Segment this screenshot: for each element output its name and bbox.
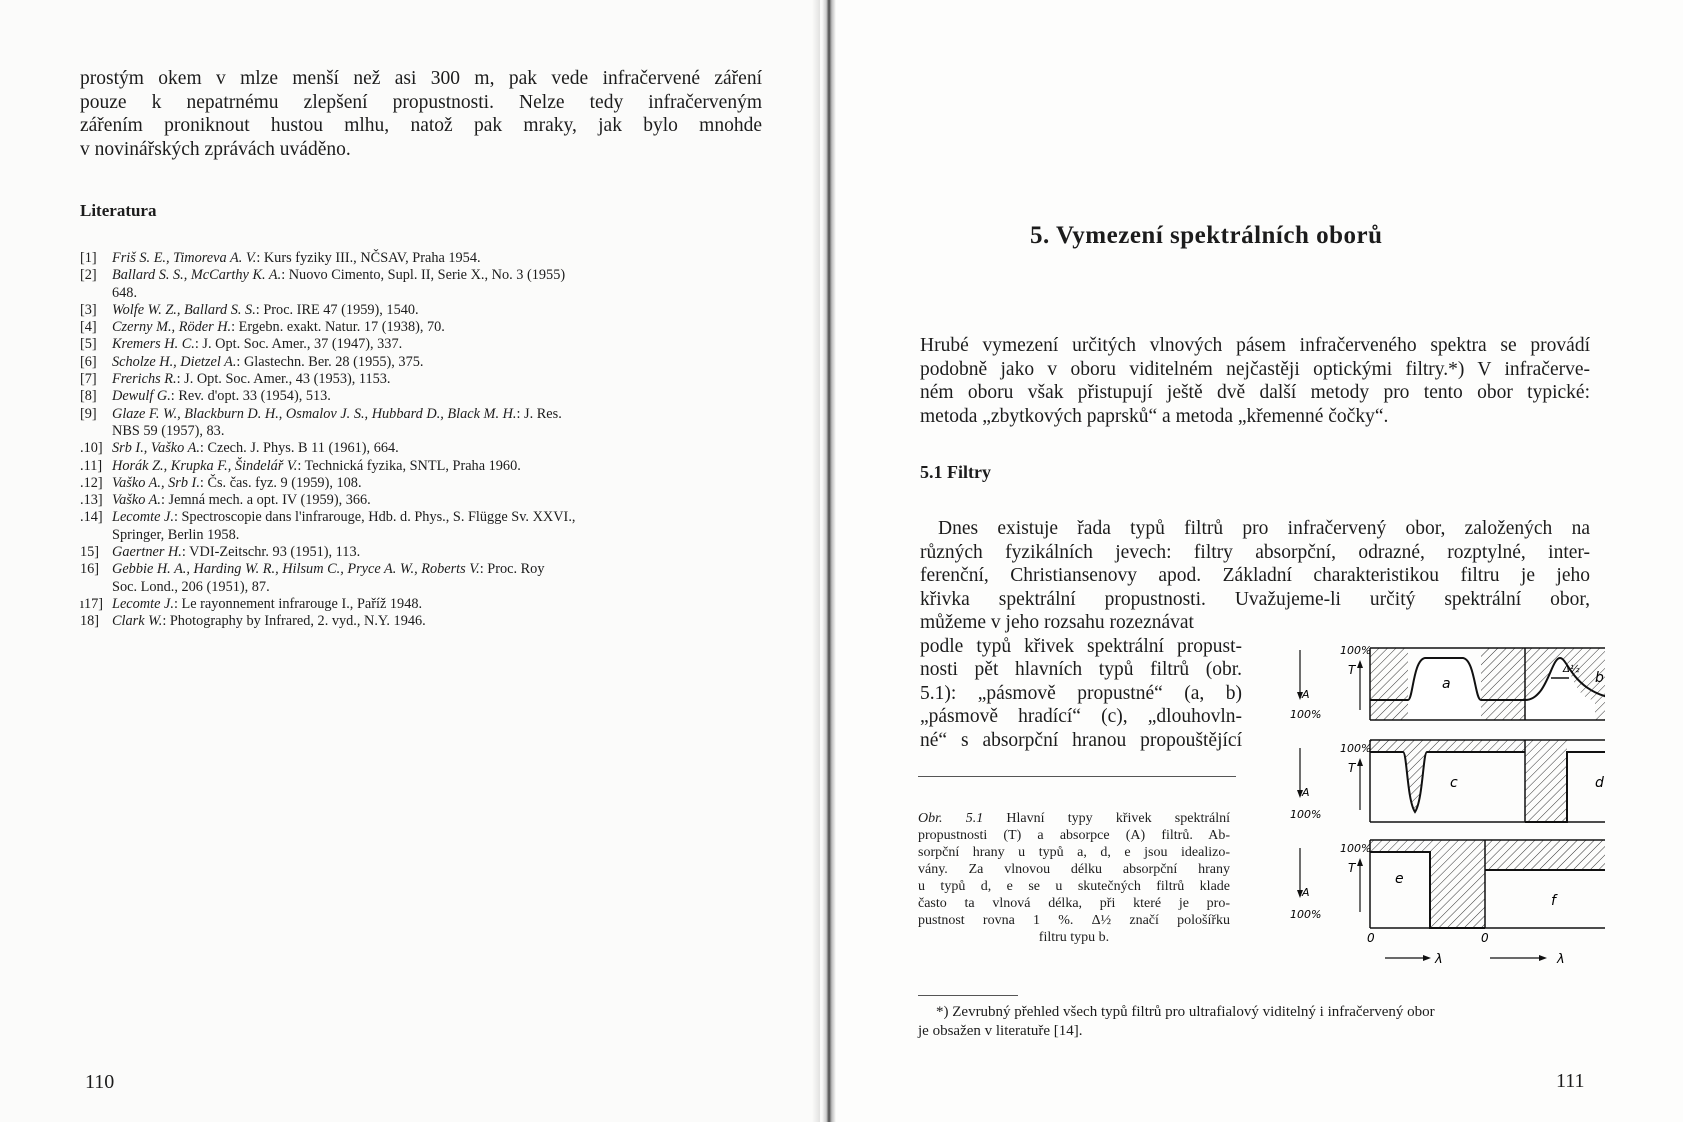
label-zero: 0 — [1481, 931, 1489, 945]
panel-label-d: d — [1595, 775, 1604, 791]
caption-line: u typů d, e se u skutečných filtrů klade — [918, 879, 1230, 894]
reference-line: Vaško A.: Jemná mech. a opt. IV (1959), 366. — [112, 492, 371, 509]
footnote-line: *) Zevrubný přehled všech typů filtrů pro ultrafialový viditelný i infračervený obor — [936, 1004, 1435, 1020]
arrowhead-icon — [1423, 955, 1431, 961]
caption-line: sorpční hrany u typů a, d, e jsou idealizo- — [918, 845, 1230, 860]
reference-number: [5] — [80, 336, 97, 353]
reference-line: Dewulf G.: Rev. d'opt. 33 (1954), 513. — [112, 388, 331, 405]
reference-number: 18] — [80, 613, 100, 630]
reference-item — [80, 354, 765, 371]
figure-row-cd — [1290, 740, 1605, 822]
panel-label-a: a — [1442, 676, 1451, 692]
reference-number: [1] — [80, 250, 97, 266]
text-line: prostým okem v mlze menší než asi 300 m, pak vede infračervené záření — [80, 68, 762, 89]
figure-row-ef — [1290, 840, 1605, 967]
book-gutter — [822, 0, 836, 1122]
caption-rule — [918, 776, 1236, 777]
reference-line: Glaze F. W., Blackburn D. H., Osmalov J. S., Hubbard D., Black M. H.: J. Res. — [112, 405, 562, 422]
reference-line: Srb I., Vaško A.: Czech. J. Phys. B 11 (1961), 664. — [112, 440, 399, 457]
reference-line: Czerny M., Röder H.: Ergebn. exakt. Natur. 17 (1938), 70. — [112, 319, 445, 336]
label-100-top: 100% — [1340, 644, 1372, 657]
label-T: T — [1348, 761, 1356, 775]
caption-text: Hlavní typy křivek spektrální — [1006, 811, 1230, 826]
footnote — [918, 1003, 1590, 1041]
reference-text — [112, 492, 765, 509]
caption-prefix: Obr. 5.1 — [918, 811, 984, 826]
reference-line: Springer, Berlin 1958. — [112, 526, 240, 543]
caption-line: pustnost rovna 1 %. Δ½ značí pološířku — [918, 913, 1230, 928]
reference-item — [80, 509, 765, 544]
text-line: můžeme v jeho rozsahu rozeznávat — [920, 612, 1194, 633]
reference-line: Ballard S. S., McCarthy K. A.: Nuovo Cimento, Supl. II, Serie X., No. 3 (1955) — [112, 267, 566, 284]
reference-text — [112, 596, 765, 613]
text-line: podle typů křivek spektrální propust- — [920, 635, 1242, 657]
hatch-region — [1370, 648, 1408, 720]
reference-text — [112, 302, 765, 319]
delta-label: Δ½ — [1563, 664, 1580, 675]
reference-line: Horák Z., Krupka F., Šindelář V.: Technická fyzika, SNTL, Praha 1960. — [112, 457, 521, 474]
lambda-label: λ — [1557, 952, 1565, 967]
reference-text — [112, 267, 765, 302]
reference-item — [80, 544, 765, 561]
reference-item — [80, 250, 765, 267]
reference-line: Gaertner H.: VDI-Zeitschr. 93 (1951), 113. — [112, 544, 361, 561]
reference-text — [112, 440, 765, 457]
reference-item — [80, 371, 765, 388]
right-intro-paragraph — [920, 334, 1590, 428]
label-A: A — [1302, 886, 1310, 899]
text-line: křivka spektrální propustnosti. Uvažujeme-li určitý spektrální obor, — [920, 588, 1590, 610]
text-line: ném oboru však přistupují ještě dvě další metody pro tento obor typické: — [920, 382, 1590, 403]
hatch-region — [1481, 648, 1525, 720]
reference-number: [4] — [80, 319, 97, 336]
filters-paragraph-narrow — [920, 611, 1242, 752]
reference-text — [112, 509, 765, 544]
reference-text — [112, 613, 765, 630]
reference-text — [112, 388, 765, 405]
label-A: A — [1302, 688, 1310, 701]
reference-text — [112, 250, 765, 267]
reference-item — [80, 336, 765, 353]
panel-label-b: b — [1595, 670, 1604, 686]
hatch-region — [1430, 840, 1485, 928]
text-line: Hrubé vymezení určitých vlnových pásem infračerveného spektra se provádí — [920, 335, 1590, 356]
reference-line: Friš S. E., Timoreva A. V.: Kurs fyziky III., NČSAV, Praha 1954. — [112, 250, 481, 266]
filter-curves-figure — [1285, 640, 1605, 970]
text-line: nosti pět hlavních typů filtrů (obr. — [920, 659, 1242, 680]
arrowhead-icon — [1357, 758, 1363, 766]
reference-number: .13] — [80, 492, 103, 509]
panel-label-c: c — [1450, 775, 1458, 791]
reference-number: [7] — [80, 371, 97, 388]
caption-line: často ta vlnová délka, při které je pro- — [918, 896, 1230, 911]
reference-item — [80, 475, 765, 492]
reference-number: .10] — [80, 440, 103, 457]
caption-line — [918, 810, 1230, 827]
reference-number: 15] — [80, 544, 100, 561]
footnote-line: je obsažen v literatuře [14]. — [918, 1023, 1083, 1039]
text-line: pouze k nepatrnému zlepšení propustnosti. Nelze tedy infračerveným — [80, 91, 762, 113]
left-intro-paragraph — [80, 67, 762, 161]
text-line: ferenční, Christiansenovy apod. Základní charakteristikou filtru je jeho — [920, 565, 1590, 586]
reference-item — [80, 492, 765, 509]
reference-item — [80, 440, 765, 457]
caption-line: vány. Za vlnovou délku absorpční hrany — [918, 862, 1230, 877]
reference-number: .12] — [80, 474, 103, 491]
reference-line: Lecomte J.: Spectroscopie dans l'infrarouge, Hdb. d. Phys., S. Flügge Sv. XXVI., — [112, 509, 576, 526]
reference-line: Frerichs R.: J. Opt. Soc. Amer., 43 (1953), 1153. — [112, 371, 391, 388]
text-line: zářením proniknout hustou mlhu, natož pak mraky, jak bylo mnohde — [80, 115, 762, 136]
text-line: Dnes existuje řada typů filtrů pro infračervený obor, založených na — [938, 518, 1590, 539]
reference-number: [3] — [80, 301, 97, 318]
reference-item — [80, 319, 765, 336]
reference-text — [112, 561, 765, 596]
reference-item — [80, 458, 765, 475]
reference-line: Soc. Lond., 206 (1951), 87. — [112, 578, 270, 595]
reference-number: [9] — [80, 405, 97, 422]
text-line: né“ s absorpční hranou propouštějící — [920, 729, 1242, 751]
curve-c — [1370, 752, 1525, 812]
reference-text — [112, 544, 765, 561]
reference-line: Scholze H., Dietzel A.: Glastechn. Ber. 28 (1955), 375. — [112, 353, 424, 370]
gutter-shadow — [812, 0, 820, 1122]
reference-item — [80, 267, 765, 302]
reference-number: ı17] — [80, 595, 104, 612]
label-100-top: 100% — [1340, 842, 1372, 855]
text-line: podobně jako v oboru viditelném nejčastěji optickými filtry.*) V infračerve- — [920, 358, 1590, 380]
reference-text — [112, 319, 765, 336]
reference-line: Gebbie H. A., Harding W. R., Hilsum C., Pryce A. W., Roberts V.: Proc. Roy — [112, 561, 545, 578]
reference-number: [6] — [80, 353, 97, 370]
reference-text — [112, 371, 765, 388]
reference-text — [112, 406, 765, 441]
text-line: „pásmově hradící“ (c), „dlouhovln- — [920, 706, 1242, 727]
reference-item — [80, 596, 765, 613]
reference-line: Clark W.: Photography by Infrared, 2. vyd., N.Y. 1946. — [112, 613, 426, 630]
reference-text — [112, 475, 765, 492]
literatura-heading: Literatura — [80, 201, 157, 220]
label-T: T — [1348, 663, 1356, 677]
label-100-bottom: 100% — [1290, 708, 1322, 721]
subsection-title: 5.1 Filtry — [920, 462, 991, 482]
panel-label-e: e — [1395, 871, 1404, 887]
caption-line: filtru typu b. — [1038, 930, 1110, 945]
reference-line: Lecomte J.: Le rayonnement infrarouge I., Paříž 1948. — [112, 595, 423, 612]
reference-list — [80, 250, 765, 631]
reference-line: Wolfe W. Z., Ballard S. S.: Proc. IRE 47 (1959), 1540. — [112, 301, 419, 318]
label-A: A — [1302, 786, 1310, 799]
arrowhead-icon — [1357, 660, 1363, 668]
reference-item — [80, 406, 765, 441]
hatch-region — [1525, 740, 1567, 822]
filters-paragraph — [920, 517, 1590, 611]
lambda-label: λ — [1435, 952, 1443, 967]
caption-line: propustnosti (T) a absorpce (A) filtrů. Ab- — [918, 828, 1230, 843]
reference-item — [80, 561, 765, 596]
footnote-rule — [918, 995, 1018, 996]
reference-line: Vaško A., Srb I.: Čs. čas. fyz. 9 (1959), 108. — [112, 474, 362, 491]
reference-text — [112, 458, 765, 475]
reference-line: NBS 59 (1957), 83. — [112, 422, 225, 439]
page-number-right: 111 — [1556, 1070, 1585, 1092]
text-line: v novinářských zprávách uváděno. — [80, 138, 351, 160]
arrowhead-icon — [1539, 955, 1547, 961]
label-100-bottom: 100% — [1290, 808, 1322, 821]
reference-item — [80, 388, 765, 405]
reference-item — [80, 302, 765, 319]
text-line: metoda „zbytkových paprsků“ a metoda „křemenné čočky“. — [920, 405, 1389, 427]
hatch-region — [1370, 740, 1525, 752]
figure-row-ab — [1290, 644, 1605, 721]
page-number-left: 110 — [85, 1071, 115, 1093]
label-100-bottom: 100% — [1290, 908, 1322, 921]
reference-text — [112, 354, 765, 371]
label-T: T — [1348, 861, 1356, 875]
label-100-top: 100% — [1340, 742, 1372, 755]
panel-label-f: f — [1551, 893, 1556, 909]
arrowhead-icon — [1357, 858, 1363, 866]
reference-item — [80, 613, 765, 630]
hatch-region — [1485, 840, 1605, 870]
text-line: různých fyzikálních jevech: filtry absorpční, odrazné, rozptylné, inter- — [920, 541, 1590, 563]
reference-number: 16] — [80, 561, 100, 578]
reference-number: [8] — [80, 388, 97, 405]
reference-line: Kremers H. C.: J. Opt. Soc. Amer., 37 (1947), 337. — [112, 336, 403, 353]
reference-line: 648. — [112, 284, 138, 301]
chapter-title: 5. Vymezení spektrálních oborů — [1030, 222, 1383, 249]
label-zero: 0 — [1367, 931, 1375, 945]
reference-text — [112, 336, 765, 353]
reference-number: .14] — [80, 509, 103, 526]
figure-caption — [918, 810, 1230, 946]
reference-number: .11] — [80, 457, 103, 474]
hatch-region — [1370, 840, 1430, 852]
reference-number: [2] — [80, 267, 97, 284]
text-line: 5.1): „pásmově propustné“ (a, b) — [920, 682, 1242, 704]
